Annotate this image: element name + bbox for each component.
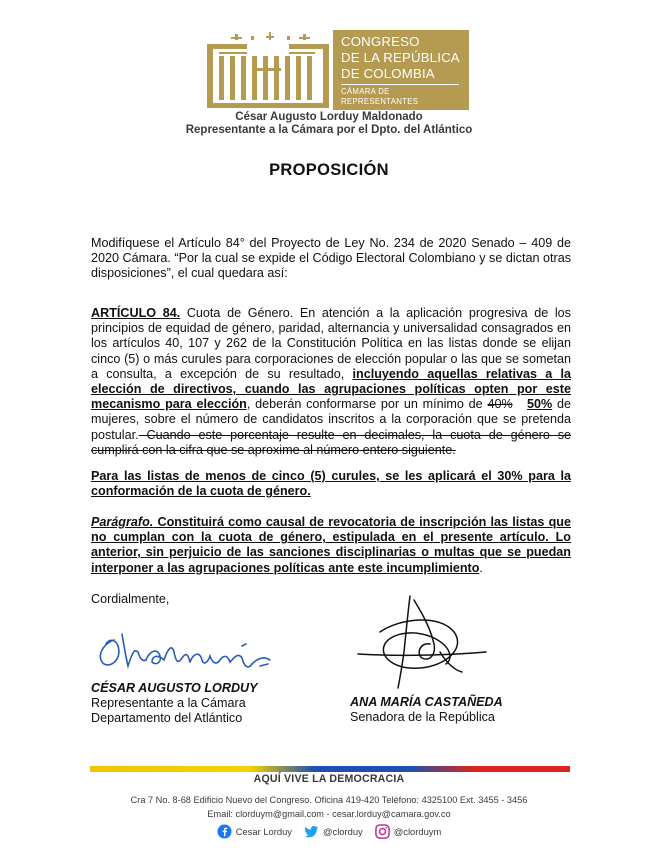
paragrafo-text: Constituirá como causal de revocatoria de inscripción las listas que no cumplan con la cuota de género, estipulada en el presente artículo. Lo anterior, sin perjuicio de las sanciones disciplinarias o multas que se puedan interponer a las agrupaciones políticas ante este incumplimiento (91, 515, 571, 575)
signature-lorduy (92, 622, 292, 678)
capitol-building-icon (205, 30, 331, 110)
logo-divider (341, 84, 459, 85)
congress-logo (205, 30, 467, 110)
logo-line-3: DE COLOMBIA (341, 66, 435, 81)
footer-motto: AQUÍ VIVE LA DEMOCRACIA (253, 773, 405, 785)
article-label: ARTÍCULO 84. (91, 306, 181, 320)
signer-name: CÉSAR AUGUSTO LORDUY (91, 681, 258, 695)
social-label: @clorduym (393, 826, 442, 837)
article-text-3: de mujeres, sobre el número de candidatos inscritos a la corporación que se pretenda postular. (91, 397, 571, 442)
logo-line-2: DE LA REPÚBLICA (341, 50, 460, 65)
article-struck-2: Cuando este porcentaje resulte en decimales, la cuota de género se cumplirá con la cifra que se aproxime al número entero siguiente. (91, 427, 571, 457)
article-addition-1: incluyendo aquellas relativas a la elección de directivos, cuando las agrupaciones políticas opten por este mecanismo para elección (91, 366, 571, 412)
twitter-icon (304, 824, 319, 839)
stripe-red (410, 766, 570, 772)
logo-line-4: CÁMARA DE REPRESENTANTES (341, 87, 419, 106)
social-label: @clorduy (322, 826, 363, 837)
social-links (0, 824, 658, 839)
paragrafo-end: . (479, 560, 483, 575)
signer-name: ANA MARÍA CASTAÑEDA (350, 695, 503, 709)
social-twitter[interactable] (304, 824, 363, 839)
signer-block-lorduy (91, 681, 258, 727)
footer-address: Cra 7 No. 8-68 Edificio Nuevo del Congreso. Oficina 419-420 Teléfono: 4325100 Ext. 3455 - 3456 (130, 795, 528, 805)
closing-text: Cordialmente, (91, 592, 170, 606)
facebook-icon (217, 824, 232, 839)
paragrafo-label: Parágrafo. (91, 515, 154, 529)
stripe-yellow (90, 766, 250, 772)
social-instagram[interactable] (375, 824, 442, 839)
paragrafo-paragraph (91, 515, 571, 576)
document-title: PROPOSICIÓN (269, 161, 389, 179)
representative-role: Representante a la Cámara por el Dpto. del Atlántico (185, 124, 473, 136)
footer-email: Email: clorduym@gmail.com - cesar.lorduy@camara.gov.co (207, 809, 451, 819)
signer-block-castaneda (350, 695, 503, 725)
article-struck-1: 40% (487, 397, 513, 412)
congress-logo-box (333, 30, 469, 110)
added-paragraph: Para las listas de menos de cinco (5) curules, se les aplicará el 30% para la conformación de la cuota de género. (91, 469, 571, 499)
article-addition-2: 50% (526, 397, 553, 412)
article-text-2: , deberán conformarse por un mínimo de (246, 397, 488, 412)
signature-castaneda (350, 592, 490, 692)
representative-name: César Augusto Lorduy Maldonado (235, 111, 423, 123)
stripe-blue (250, 766, 410, 772)
flag-color-stripe (90, 766, 570, 772)
instagram-icon (375, 824, 390, 839)
article-text-1: Cuota de Género. En atención a la aplicación progresiva de los principios de equidad de género, paridad, alternancia y universalidad consagrados en los artículos 40, 107 y 262 de la Constitución Política en las listas donde se elijan cinco (5) o más curules para corporaciones de elección popular o las que se sometan a consulta, a excepción de su resultado, (91, 306, 571, 381)
signer-title: Representante a la Cámara (91, 696, 246, 711)
intro-paragraph: Modifíquese el Artículo 84° del Proyecto de Ley No. 234 de 2020 Senado – 409 de 2020 Cámara. “Por la cual se expide el Código Electoral Colombiano y se dictan otras disposiciones”, el cual quedara así: (91, 236, 571, 281)
article-paragraph (91, 306, 571, 458)
signer-title: Senadora de la República (350, 710, 495, 725)
signer-department: Departamento del Atlántico (91, 711, 243, 726)
social-label: Cesar Lorduy (235, 826, 292, 837)
logo-line-1: CONGRESO (341, 34, 420, 49)
social-facebook[interactable] (217, 824, 292, 839)
